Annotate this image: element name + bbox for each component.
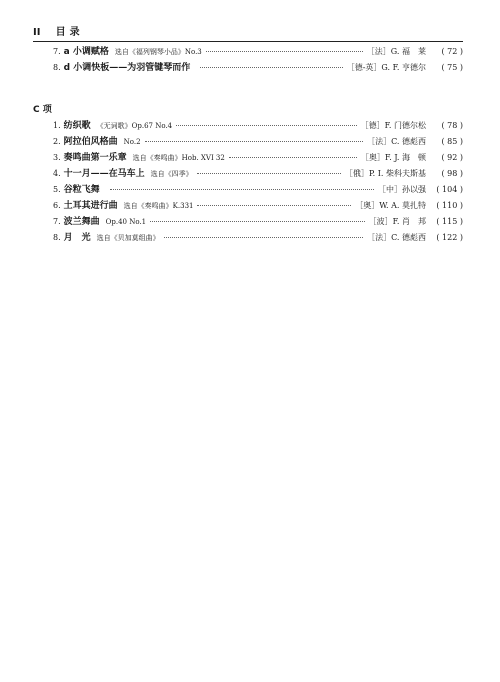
entry-composer: ［中］孙以强: [378, 185, 426, 194]
section-b-list: [53, 44, 463, 76]
entry-number: 2.: [53, 137, 61, 146]
entry-number: 4.: [53, 169, 61, 178]
dot-leader: [164, 237, 363, 238]
entry-page: ( 92 ): [441, 153, 463, 162]
entry-composer: ［德］F. 门德尔松: [360, 121, 426, 130]
entry-source: 选自《奏鸣曲》K.331: [123, 202, 194, 210]
toc-entry[interactable]: [53, 230, 463, 246]
entry-title: 纺织歌: [63, 121, 91, 131]
entry-source: 《无词歌》Op.67 No.4: [96, 122, 173, 130]
entry-title: 十一月——在马车上: [63, 169, 145, 179]
entry-title: d 小调快板——为羽管键琴而作: [63, 63, 191, 73]
entry-title: 波兰舞曲: [63, 217, 100, 227]
toc-entry[interactable]: [53, 214, 463, 230]
entry-number: 7.: [53, 217, 61, 226]
entry-page: ( 72 ): [441, 47, 463, 56]
entry-title: 土耳其进行曲: [63, 201, 118, 211]
entry-composer: ［奥］W. A. 莫扎特: [355, 201, 426, 210]
entry-composer: ［法］G. 福 莱: [366, 47, 426, 56]
entry-page: ( 115 ): [436, 217, 463, 226]
entry-composer: ［奥］F. J. 海 顿: [360, 153, 426, 162]
entry-number: 8.: [53, 63, 61, 72]
entry-composer: ［波］F. 肖 邦: [368, 217, 426, 226]
entry-number: 5.: [53, 185, 61, 194]
toc-entry[interactable]: [53, 60, 463, 76]
dot-leader: [197, 173, 341, 174]
entry-page: ( 104 ): [436, 185, 463, 194]
dot-leader: [110, 189, 374, 190]
entry-title: 谷粒飞舞: [63, 185, 100, 195]
entry-page: ( 85 ): [441, 137, 463, 146]
entry-source: 选自《四季》: [150, 170, 193, 178]
section-heading: C 项: [33, 105, 52, 115]
toc-entry[interactable]: [53, 166, 463, 182]
entry-source: 选自《福列钢琴小品》No.3: [114, 48, 202, 56]
dot-leader: [176, 125, 356, 126]
running-header: [33, 27, 463, 42]
dot-leader: [206, 51, 363, 52]
page-title: 目录: [55, 27, 84, 38]
toc-entry[interactable]: [53, 44, 463, 60]
entry-composer: ［俄］P. I. 柴科夫斯基: [344, 169, 426, 178]
entry-source: Op.40 No.1: [105, 218, 147, 226]
section-c-list: [53, 118, 463, 246]
entry-title: a 小调赋格: [63, 47, 109, 57]
entry-number: 7.: [53, 47, 61, 56]
toc-entry[interactable]: [53, 198, 463, 214]
dot-leader: [200, 67, 342, 68]
entry-source: 选自《贝加莫组曲》: [96, 234, 160, 242]
dot-leader: [150, 221, 364, 222]
entry-composer: ［法］C. 德彪西: [367, 233, 426, 242]
entry-source: No.2: [123, 138, 141, 146]
toc-entry[interactable]: [53, 134, 463, 150]
entry-source: 选自《奏鸣曲》Hob. XVI 32: [132, 154, 225, 162]
entry-number: 1.: [53, 121, 61, 130]
entry-page: ( 78 ): [441, 121, 463, 130]
entry-composer: ［法］C. 德彪西: [367, 137, 426, 146]
entry-composer: ［德-英］G. F. 亨德尔: [346, 63, 426, 72]
entry-title: 阿拉伯风格曲: [63, 137, 118, 147]
toc-entry[interactable]: [53, 150, 463, 166]
toc-entry[interactable]: [53, 182, 463, 198]
entry-page: ( 98 ): [441, 169, 463, 178]
dot-leader: [145, 141, 364, 142]
entry-number: 8.: [53, 233, 61, 242]
page-number: II: [33, 27, 41, 38]
entry-page: ( 122 ): [436, 233, 463, 242]
dot-leader: [197, 205, 351, 206]
entry-page: ( 110 ): [436, 201, 463, 210]
dot-leader: [229, 157, 357, 158]
entry-title: 月 光: [63, 233, 91, 243]
toc-entry[interactable]: [53, 118, 463, 134]
entry-title: 奏鸣曲第一乐章: [63, 153, 127, 163]
entry-number: 6.: [53, 201, 61, 210]
entry-number: 3.: [53, 153, 61, 162]
entry-page: ( 75 ): [441, 63, 463, 72]
